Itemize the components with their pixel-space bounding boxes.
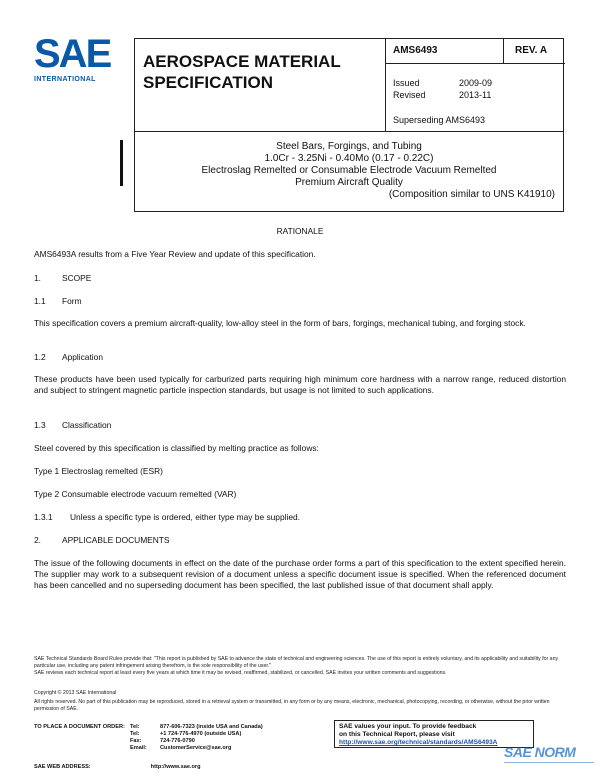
- footer-policy: SAE reviews each technical report at least every five years at which time it may be revised, reaffirmed, stabilized, or cancelled. SAE invites your written comments and suggestions.: [34, 670, 447, 676]
- watermark-text: SAE NORM: [504, 744, 576, 760]
- tel-value: +1 724-776-4970 (outside USA): [160, 731, 242, 737]
- section-title: Application: [62, 352, 103, 362]
- web-label: SAE WEB ADDRESS:: [34, 764, 91, 770]
- feedback-text: SAE values your input. To provide feedback: [339, 723, 477, 730]
- divider: [385, 39, 386, 131]
- section-number: 1.1: [34, 296, 46, 306]
- section-title: Classification: [62, 420, 112, 430]
- divider: [385, 63, 565, 64]
- section-number: 1.3.1: [34, 512, 53, 522]
- divider: [503, 39, 504, 63]
- revised-label: Revised: [393, 90, 426, 100]
- subject-line: Electroslag Remelted or Consumable Electrode Vacuum Remelted: [201, 165, 497, 176]
- rationale-text: AMS6493A results from a Five Year Review and update of this specification.: [34, 249, 316, 259]
- tel-label: Tel:: [130, 724, 140, 730]
- footer-copyright: Copyright © 2013 SAE International: [34, 690, 117, 696]
- footer-rights: All rights reserved. No part of this publication may be reproduced, stored in a retrieval system or transmitted, in any form or by any means, electronic, mechanical, photocopying, recording, or otherwise, without the prior written permission of SAE.: [34, 699, 550, 712]
- logo-subtitle: INTERNATIONAL: [34, 76, 96, 83]
- list-item: Type 2 Consumable electrode vacuum remelted (VAR): [34, 489, 237, 499]
- fax-label: Fax:: [130, 738, 142, 744]
- section-title: Form: [62, 296, 82, 306]
- fax-value: 724-776-0790: [160, 738, 195, 744]
- revised-date: 2013-11: [459, 90, 492, 100]
- paragraph-text: Unless a specific type is ordered, either type may be supplied.: [70, 512, 300, 522]
- rationale-heading: RATIONALE: [276, 226, 324, 236]
- section-heading: [34, 352, 566, 363]
- issued-date: 2009-09: [459, 78, 493, 88]
- change-bar: [120, 140, 123, 186]
- feedback-link[interactable]: http://www.sae.org/technical/standards/AMS6493A: [339, 739, 498, 746]
- header-box: [134, 38, 564, 212]
- subject-line: 1.0Cr - 3.25Ni - 0.40Mo (0.17 - 0.22C): [264, 153, 434, 164]
- section-heading: [34, 273, 566, 284]
- watermark: [504, 744, 600, 776]
- sae-logo: [34, 34, 116, 84]
- section-title: APPLICABLE DOCUMENTS: [62, 535, 170, 545]
- order-label: TO PLACE A DOCUMENT ORDER:: [34, 724, 125, 730]
- issued-label: Issued: [393, 78, 420, 88]
- subject-line: (Composition similar to UNS K41910): [388, 189, 555, 200]
- watermark-underline: [504, 762, 594, 763]
- section-title: SCOPE: [62, 273, 92, 283]
- subject-block: [135, 141, 563, 201]
- paragraph: These products have been used typically for carburized parts requiring high minimum core hardness with a narrow range, reduced distortion and subject to stringent magnetic particle inspection standards, but usage is not limited to such applications.: [34, 374, 566, 395]
- subject-line: Premium Aircraft Quality: [295, 177, 403, 188]
- document-type-title: AEROSPACE MATERIAL SPECIFICATION: [143, 52, 341, 92]
- paragraph: The issue of the following documents in effect on the date of the purchase order forms a part of this specification to the extent specified herein. The supplier may work to a subsequent revision of a document unless a specific document issue is specified. When the referenced document has been cancelled and no superseding document has been specified, the last published issue of that document shall apply.: [34, 558, 566, 590]
- section-heading: [34, 420, 566, 431]
- revision-label: REV. A: [515, 45, 548, 56]
- section-number: 2.: [34, 535, 41, 545]
- email-link[interactable]: CustomerService@sae.org: [160, 745, 232, 751]
- section-heading: [34, 535, 566, 546]
- paragraph: Steel covered by this specification is classified by melting practice as follows:: [34, 443, 319, 453]
- section-heading: [34, 296, 566, 307]
- section-number: 1.2: [34, 352, 46, 362]
- paragraph: This specification covers a premium aircraft-quality, low-alloy steel in the form of bars, forgings, mechanical tubing, and forging stock.: [34, 318, 526, 328]
- web-address: [34, 764, 201, 770]
- divider: [135, 131, 563, 132]
- paragraph: [34, 512, 566, 523]
- subject-line: Steel Bars, Forgings, and Tubing: [276, 141, 422, 152]
- order-contact: [34, 724, 267, 752]
- superseding-note: Superseding AMS6493: [393, 115, 486, 125]
- issue-dates: [393, 77, 492, 101]
- tel-value: 877-606-7323 (inside USA and Canada): [160, 724, 263, 730]
- section-number: 1.3: [34, 420, 46, 430]
- tel-label: Tel:: [130, 731, 140, 737]
- document-number: AMS6493: [393, 45, 438, 56]
- logo-mark: SAE: [34, 32, 111, 76]
- feedback-text: on this Technical Report, please visit: [339, 731, 455, 738]
- section-number: 1.: [34, 273, 41, 283]
- email-label: Email:: [130, 745, 147, 751]
- list-item: Type 1 Electroslag remelted (ESR): [34, 466, 163, 476]
- web-link[interactable]: http://www.sae.org: [150, 764, 201, 770]
- footer-policy: SAE Technical Standards Board Rules provide that: "This report is published by SAE to advance the state of technical and engineering sciences. The use of this report is entirely voluntary, and its applicability and suitability for any particular use, including any patent infringement arising therefrom, is the sole responsibility of the user.": [34, 656, 559, 669]
